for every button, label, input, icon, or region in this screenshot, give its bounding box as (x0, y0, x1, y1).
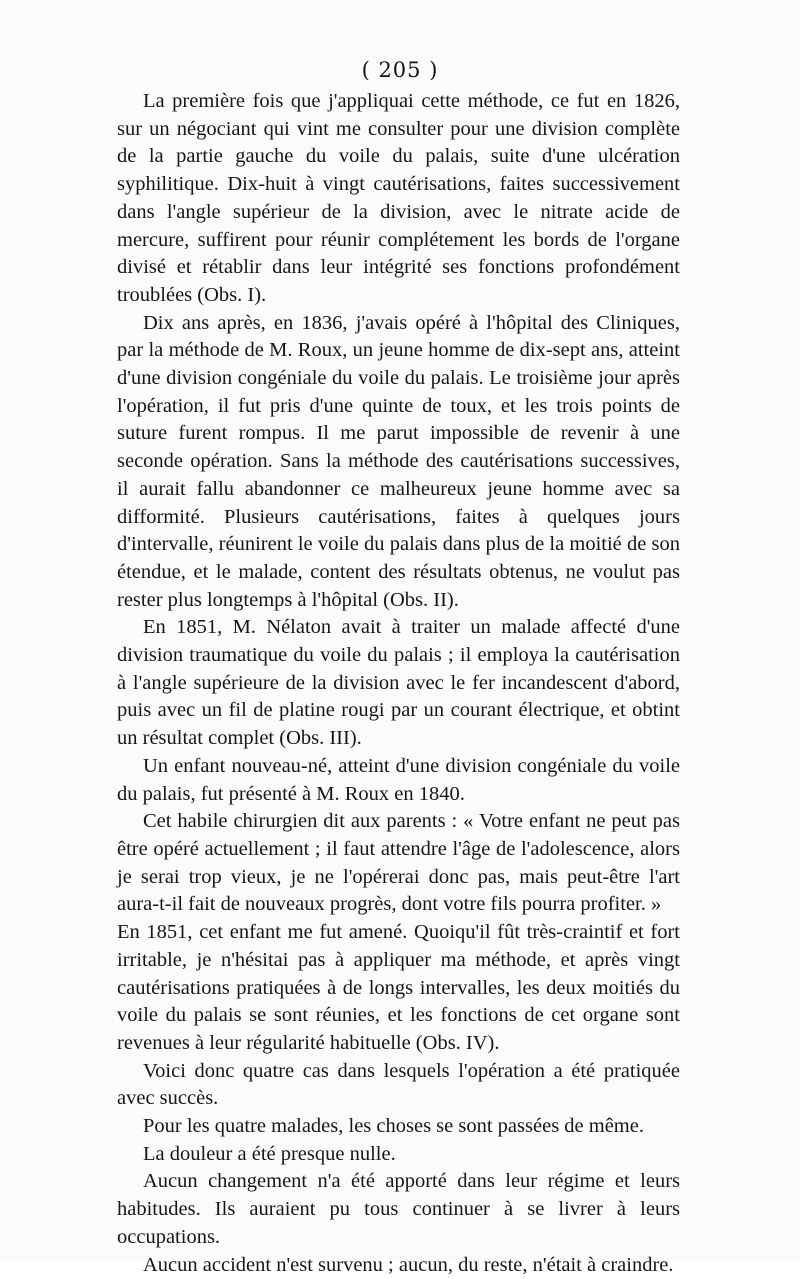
paragraph-case-1851: En 1851, cet enfant me fut amené. Quoiqu'il fût très-craintif et fort irritable, je n'hésitai pas à appliquer ma méthode, et après vingt cautérisations pratiquées à de longs intervalles, les deux moitiés du voile du palais se sont réunies, et les fonctions de cet organe sont revenues à leur régularité habituelle (Obs. IV). (117, 921, 680, 1054)
paragraph-case-1826: La première fois que j'appliquai cette méthode, ce fut en 1826, sur un négociant qui vint me consulter pour une division complète de la partie gauche du voile du palais, suite d'une ulcération syphilitique. Dix-huit à vingt cautérisations, faites successivement dans l'angle supérieur de la division, avec le nitrate acide de mercure, suffirent pour réunir complétement les bords de l'organe divisé et rétablir dans leur intégrité ses fonctions profondément troublées (Obs. I). (117, 90, 680, 306)
paragraph-four-cases: Voici donc quatre cas dans lesquels l'opération a été pratiquée avec succès. (117, 1059, 680, 1110)
paragraph-roux-quote: Cet habile chirurgien dit aux parents : « Votre enfant ne peut pas être opéré actuellement ; il faut attendre l'âge de l'adolescence, alors je serai trop vieux, je ne l'opérerai donc pas, mais peut-être l'art aura-t-il fait de nouveaux progrès, dont votre fils pourra profiter. » (117, 810, 680, 916)
paragraph-newborn: Un enfant nouveau-né, atteint d'une division congéniale du voile du palais, fut présenté à M. Roux en 1840. (117, 754, 680, 805)
body-text (117, 88, 680, 1279)
page-number: ( 205 ) (361, 58, 439, 82)
paragraph-same-outcome: Pour les quatre malades, les choses se sont passées de même. (143, 1115, 644, 1138)
paragraph-case-nelaton: En 1851, M. Nélaton avait à traiter un malade affecté d'une division traumatique du voile du palais ; il employa la cautérisation à l'angle supérieure de la division avec le fer incandescent d'abord, puis avec un fil de platine rougi par un courant électrique, et obtint un résultat complet (Obs. III). (117, 616, 680, 750)
paragraph-accident: Aucun accident n'est survenu ; aucun, du reste, n'était à craindre. (143, 1253, 674, 1276)
paragraph-regime: Aucun changement n'a été apporté dans leur régime et leurs habitudes. Ils auraient pu tous continuer à se livrer à leurs occupations. (117, 1170, 680, 1248)
paragraph-case-1836: Dix ans après, en 1836, j'avais opéré à l'hôpital des Cliniques, par la méthode de M. Roux, un jeune homme de dix-sept ans, atteint d'une division congéniale du voile du palais. Le troisième jour après l'opération, il fut pris d'une quinte de toux, et les trois points de suture furent rompus. Il me parut impossible de revenir à une seconde opération. Sans la méthode des cautérisations successives, il aurait fallu abandonner ce malheureux jeune homme avec sa difformité. Plusieurs cautérisations, faites à quelques jours d'intervalle, réunirent le voile du palais dans plus de la moitié de son étendue, et le malade, content des résultats obtenus, ne voulut pas rester plus longtemps à l'hôpital (Obs. II). (117, 311, 680, 611)
paragraph-pain: La douleur a été presque nulle. (143, 1142, 396, 1165)
